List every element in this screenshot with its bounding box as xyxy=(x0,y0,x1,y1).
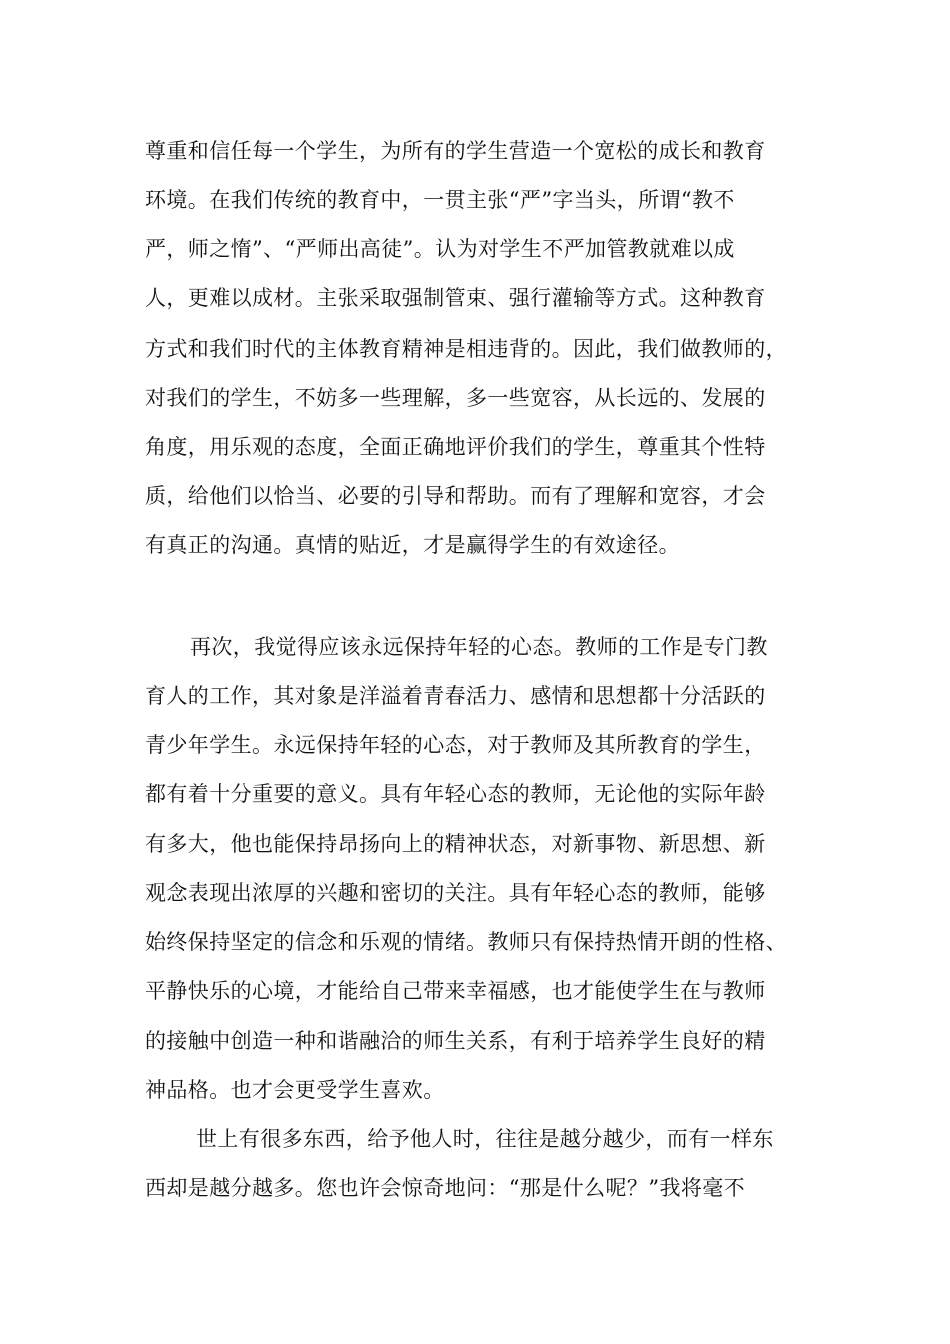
text-line: 有多大，他也能保持昂扬向上的精神状态，对新事物、新思想、新 xyxy=(145,832,766,856)
text-line: 角度，用乐观的态度，全面正确地评价我们的学生，尊重其个性特 xyxy=(145,435,766,459)
text-line: 始终保持坚定的信念和乐观的情绪。教师只有保持热情开朗的性格、 xyxy=(145,930,787,954)
text-line: 青少年学生。永远保持年轻的心态，对于教师及其所教育的学生， xyxy=(145,733,766,757)
text-line: 西却是越分越多。您也许会惊奇地问：“那是什么呢？”我将毫不 xyxy=(145,1176,746,1200)
text-line: 都有着十分重要的意义。具有年轻心态的教师，无论他的实际年龄 xyxy=(145,782,766,806)
text-line: 人，更难以成材。主张采取强制管束、强行灌输等方式。这种教育 xyxy=(145,286,766,310)
text-line: 方式和我们时代的主体教育精神是相违背的。因此，我们做教师的， xyxy=(145,337,787,361)
text-line: 育人的工作，其对象是洋溢着青春活力、感情和思想都十分活跃的 xyxy=(145,684,766,708)
text-line: 有真正的沟通。真情的贴近，才是赢得学生的有效途径。 xyxy=(145,533,680,557)
text-line: 质，给他们以恰当、必要的引导和帮助。而有了理解和宽容，才会 xyxy=(145,484,766,508)
text-line: 世上有很多东西，给予他人时，往往是越分越少，而有一样东 xyxy=(196,1127,774,1151)
text-line: 环境。在我们传统的教育中，一贯主张“严”字当头，所谓“教不 xyxy=(145,188,735,212)
text-line: 严，师之惰”、“严师出高徒”。认为对学生不严加管教就难以成 xyxy=(145,237,735,261)
text-line: 的接触中创造一种和谐融洽的师生关系，有利于培养学生良好的精 xyxy=(145,1029,766,1053)
text-line: 对我们的学生，不妨多一些理解，多一些宽容，从长远的、发展的 xyxy=(145,386,766,410)
text-line: 观念表现出浓厚的兴趣和密切的关注。具有年轻心态的教师，能够 xyxy=(145,881,766,905)
text-line: 神品格。也才会更受学生喜欢。 xyxy=(145,1078,445,1102)
text-line: 再次，我觉得应该永远保持年轻的心态。教师的工作是专门教 xyxy=(190,635,768,659)
text-line: 平静快乐的心境，才能给自己带来幸福感，也才能使学生在与教师 xyxy=(145,979,766,1003)
text-line: 尊重和信任每一个学生，为所有的学生营造一个宽松的成长和教育 xyxy=(145,139,766,163)
